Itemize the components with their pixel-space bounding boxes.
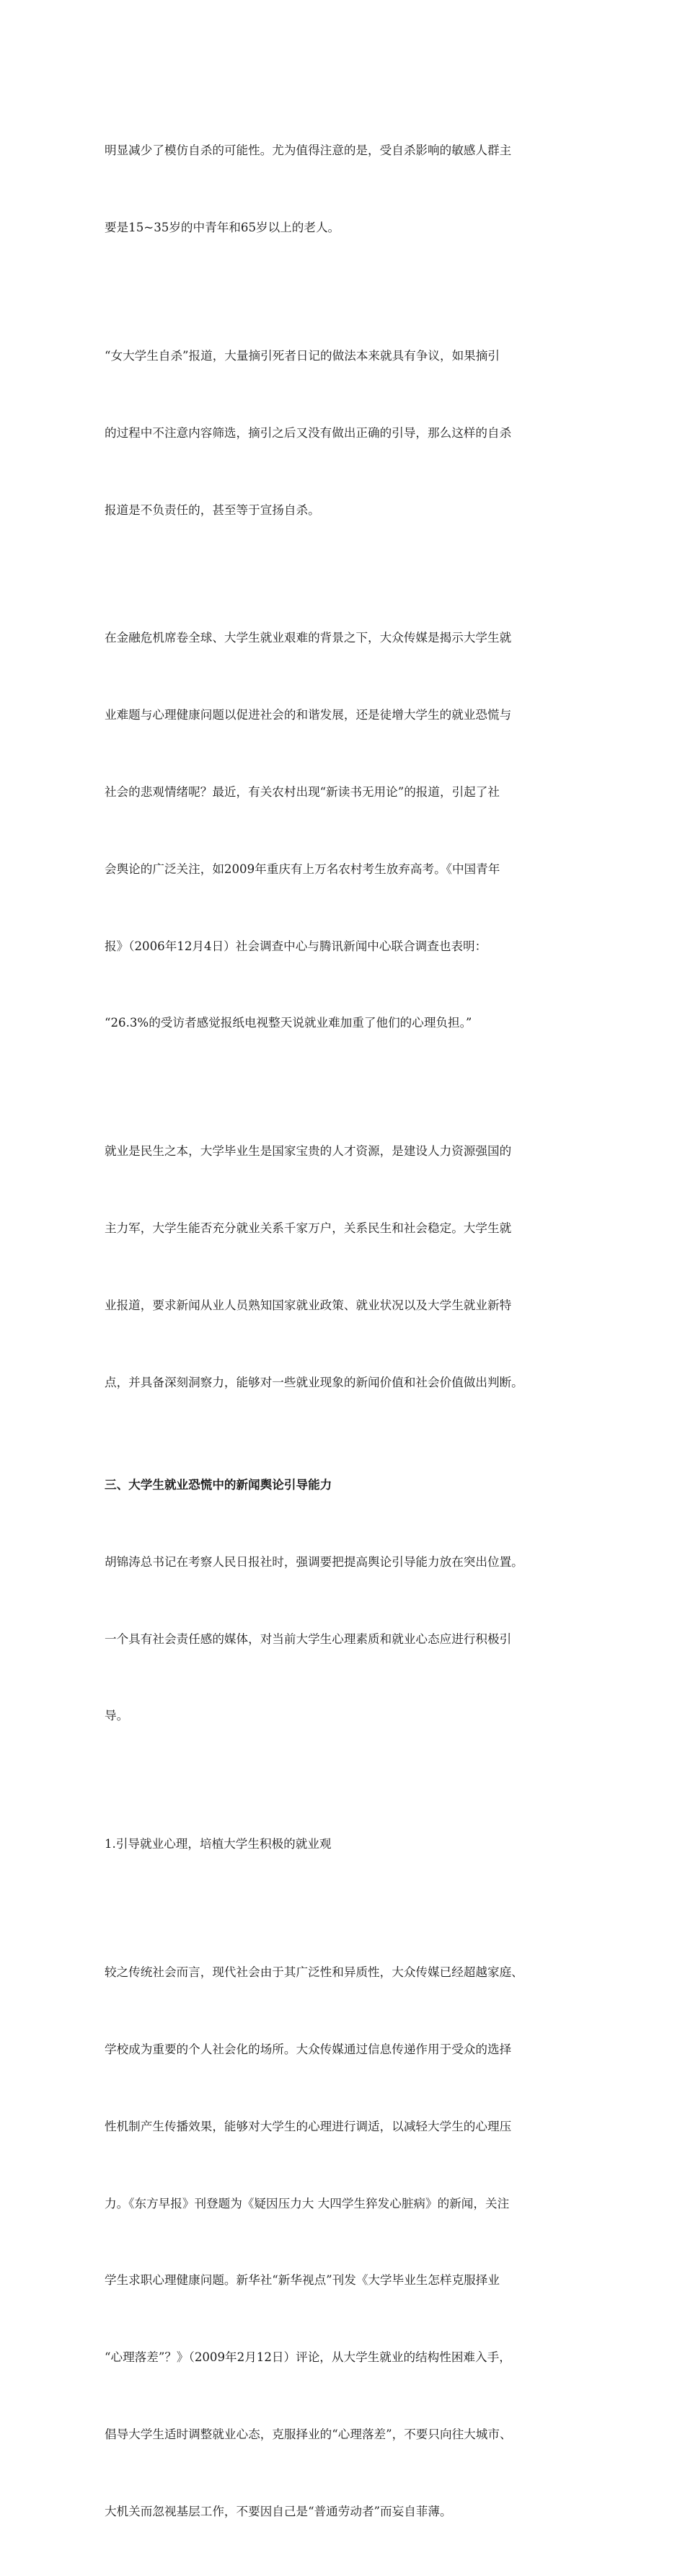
paragraph-1 — [105, 87, 598, 292]
text-line: 大机关而忽视基层工作，不要因自己是“普通劳动者”而妄自菲薄。 — [105, 2504, 452, 2518]
text-line: 倡导大学生适时调整就业心态，克服择业的“心理落差”，不要只向往大城市、 — [105, 2427, 512, 2442]
text-line: 胡锦涛总书记在考察人民日报社时，强调要把提高舆论引导能力放在突出位置。 — [105, 1554, 523, 1569]
text-line: 主力军，大学生能否充分就业关系千家万户，关系民生和社会稳定。大学生就 — [105, 1221, 512, 1236]
text-line: 学生求职心理健康问题。新华社“新华视点”刊发《大学毕业生怎样克服择业 — [105, 2273, 500, 2288]
paragraph-2 — [105, 292, 598, 575]
subheading-1 — [105, 1780, 598, 1908]
paragraph-5 — [105, 1498, 598, 1781]
text-line: 报》（2006年12月4日）社会调查中心与腾讯新闻中心联合调查也表明： — [105, 939, 487, 953]
text-line: “心理落差”？》（2009年2月12日）评论，从大学生就业的结构性困难入手， — [105, 2350, 511, 2365]
section-heading: 三、大学生就业恐慌中的新闻舆论引导能力 — [105, 1478, 332, 1492]
text-line: 一个具有社会责任感的媒体，对当前大学生心理素质和就业心态应进行积极引 — [105, 1632, 512, 1646]
text-line: 在金融危机席卷全球、大学生就业艰难的背景之下，大众传媒是揭示大学生就 — [105, 631, 512, 645]
text-line: 业报道，要求新闻从业人员熟知国家就业政策、就业状况以及大学生就业新特 — [105, 1298, 512, 1312]
text-line: 点，并具备深刻洞察力，能够对一些就业现象的新闻价值和社会价值做出判断。 — [105, 1375, 523, 1389]
text-line: “26.3%的受访者感觉报纸电视整天说就业难加重了他们的心理负担。” — [105, 1016, 472, 1030]
text-line: 会舆论的广泛关注，如2009年重庆有上万名农村考生放弃高考。《中国青年 — [105, 862, 500, 876]
paragraph-6 — [105, 1908, 598, 2575]
text-line: 学校成为重要的个人社会化的场所。大众传媒通过信息传递作用于受众的选择 — [105, 2042, 512, 2057]
text-line: 导。 — [105, 1709, 129, 1723]
text-line: 就业是民生之本，大学毕业生是国家宝贵的人才资源，是建设人力资源强国的 — [105, 1144, 512, 1159]
text-line: 报道是不负责任的，甚至等于宣扬自杀。 — [105, 503, 320, 517]
text-line: 力。《东方早报》刊登题为《疑因压力大 大四学生猝发心脏病》的新闻，关注 — [105, 2196, 510, 2210]
document-page — [105, 87, 598, 2576]
text-line: “女大学生自杀”报道，大量摘引死者日记的做法本来就具有争议，如果摘引 — [105, 348, 500, 363]
text-line: 明显减少了模仿自杀的可能性。尤为值得注意的是，受自杀影响的敏感人群主 — [105, 143, 512, 158]
blank-line — [105, 1446, 598, 1472]
paragraph-4 — [105, 1087, 598, 1446]
text-line: 较之传统社会而言，现代社会由于其广泛性和异质性，大众传媒已经超越家庭、 — [105, 1965, 523, 1980]
text-line: 1.引导就业心理，培植大学生积极的就业观 — [105, 1837, 332, 1851]
paragraphs-before — [105, 87, 598, 1446]
text-line: 业难题与心理健康问题以促进社会的和谐发展，还是徒增大学生的就业恐慌与 — [105, 708, 512, 722]
paragraph-3 — [105, 574, 598, 1087]
text-line: 性机制产生传播效果，能够对大学生的心理进行调适，以减轻大学生的心理压 — [105, 2119, 512, 2133]
paragraphs-after — [105, 1498, 598, 2576]
text-line: 要是15~35岁的中青年和65岁以上的老人。 — [105, 220, 340, 234]
text-line: 的过程中不注意内容筛选，摘引之后又没有做出正确的引导，那么这样的自杀 — [105, 425, 512, 440]
text-line: 社会的悲观情绪呢？最近，有关农村出现“新读书无用论”的报道，引起了社 — [105, 785, 500, 800]
